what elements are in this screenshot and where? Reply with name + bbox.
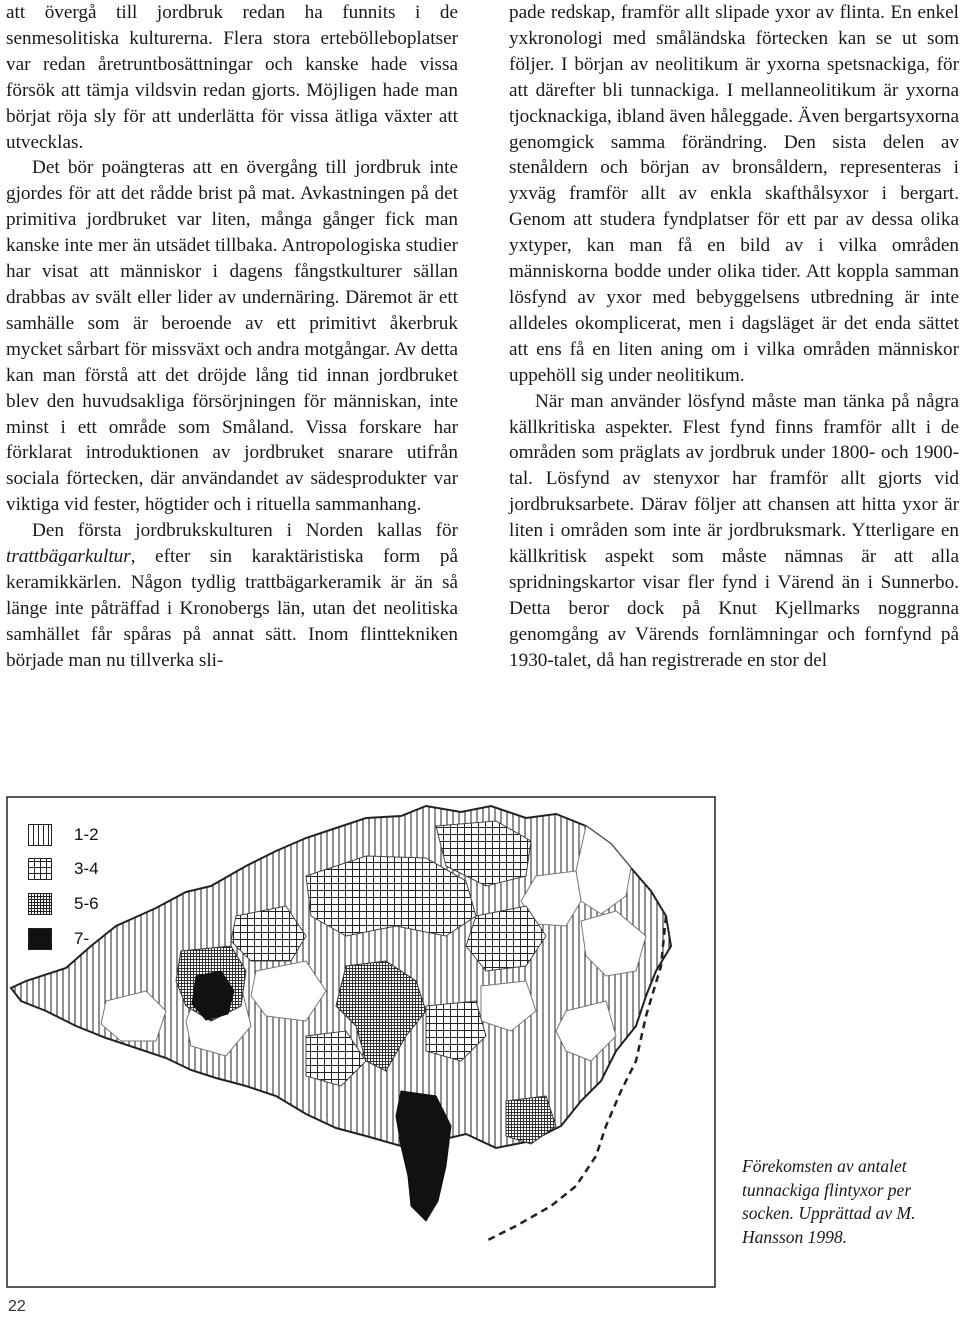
paragraph-2: Det bör poängteras att en övergång till jordbruk inte gjordes för att det rådde brist på mat. Avkastningen på det primitiva jordbruket var liten, många gånger fick man kanske inte mer än utsädet tillbaka. Antropologiska studier har visat att människor i dagens fångstkulturer sällan drabbas av svält eller lider av undernäring. Däremot är ett samhälle som är beroende av ett primitivt åkerbruk mycket sårbart för missväxt och andra motgångar. Av detta kan man förstå att det dröjde lång tid innan jordbruket blev den huvudsakliga försörjningen för människan, inte minst i ett område som Småland. Vissa forskare har förklarat introduktionen av jordbruket snarare utifrån sociala förtecken, där användandet av sädesprodukter var viktiga vid fester, högtider och i rituella sammanhang. xyxy=(6,157,459,516)
legend-label: 7- xyxy=(74,929,90,948)
paragraph-3-end: , efter sin karaktäristiska form på keramikkärlen. Någon tydlig trattbägarkeramik är än så länge inte påträffad i Kronobergs län, utan det neolitiska samhället får spåras på annat sätt. Inom flinttekniken började man nu tillverka sli- xyxy=(6,546,458,671)
paragraph-5: När man använder lösfynd måste man tänka på några källkritiska aspekter. Flest fynd finns framför allt i de områden som präglats av jordbruk under 1800- och 1900-tal. Lösfynd av stenyxor har framför allt gjorts vid jordbruksarbete. Därav följer att chansen att hitta yxor är liten i områden som inte är jordbruksmark. Ytterligare en källkritisk aspekt som måste nämnas är att alla spridningskartor visar fler fynd i Värend än i Sunnerbo. Detta beror dock på Knut Kjellmarks noggranna genomgång av Värends fornlämningar och fornfynd på 1930-talet, då han registrerade en stor del xyxy=(509,390,959,671)
term-trattbagarkultur: trattbägarkultur xyxy=(6,546,131,568)
legend-label: 5-6 xyxy=(74,894,99,913)
left-text-column xyxy=(6,0,458,674)
legend-label: 1-2 xyxy=(74,825,99,844)
vertical-lines-swatch xyxy=(28,824,52,846)
figure-caption: Förekomsten av antalet tunnackiga flintyxor per socken. Upprättad av M. Hansson 1998. xyxy=(742,1156,916,1247)
paragraph-3-start: Den första jordbrukskulturen i Norden kallas för xyxy=(32,520,458,542)
page-number: 22 xyxy=(8,1298,26,1315)
map-graphic xyxy=(6,796,716,1288)
legend-item-3-4 xyxy=(28,858,99,880)
paragraph-3 xyxy=(6,518,458,673)
paragraph-1: att övergå till jordbruk redan ha funnits i de senmesolitiska kulturerna. Flera stora ertebölleboplatser var redan åretruntbosättningar och kanske hade vissa försök att tämja vildsvin redan gjorts. Möjligen hade man börjat röja sly för att underlätta för vissa ätliga växter att utvecklas. xyxy=(6,2,458,153)
paragraph-4: pade redskap, framför allt slipade yxor av flinta. En enkel yxkronologi med småländska förtecken kan se ut som följer. I början av neolitikum är yxorna spetsnackiga, för att därefter bli tunnackiga. I mellanneolitikum är yxorna tjocknackiga, ibland även håleggade. Även bergartsyxorna genomgick samma förändring. Den sista delen av stenåldern och början av bronsåldern, representeras i yxväg framför allt av enkla skafthålsyxor i bergart. Genom att studera fyndplatser för ett par av dessa olika yxtyper, kan man få en bild av i vilka områden människorna bodde under olika tider. Att koppla samman lösfynd av yxor med bebyggelsens utbredning är inte alldeles okomplicerat, men i dagsläget är det enda sättet att ens få en liten aning om i vilka områden människor uppehöll sig under neolitikum. xyxy=(509,2,959,386)
distribution-map xyxy=(6,796,716,1288)
legend-item-7-plus xyxy=(28,928,89,950)
grid-swatch xyxy=(28,858,52,880)
legend-label: 3-4 xyxy=(74,859,99,878)
solid-swatch xyxy=(28,928,52,950)
fine-grid-swatch xyxy=(28,893,52,915)
legend-item-5-6 xyxy=(28,893,99,915)
legend-item-1-2 xyxy=(28,824,99,846)
right-text-column xyxy=(509,0,959,674)
